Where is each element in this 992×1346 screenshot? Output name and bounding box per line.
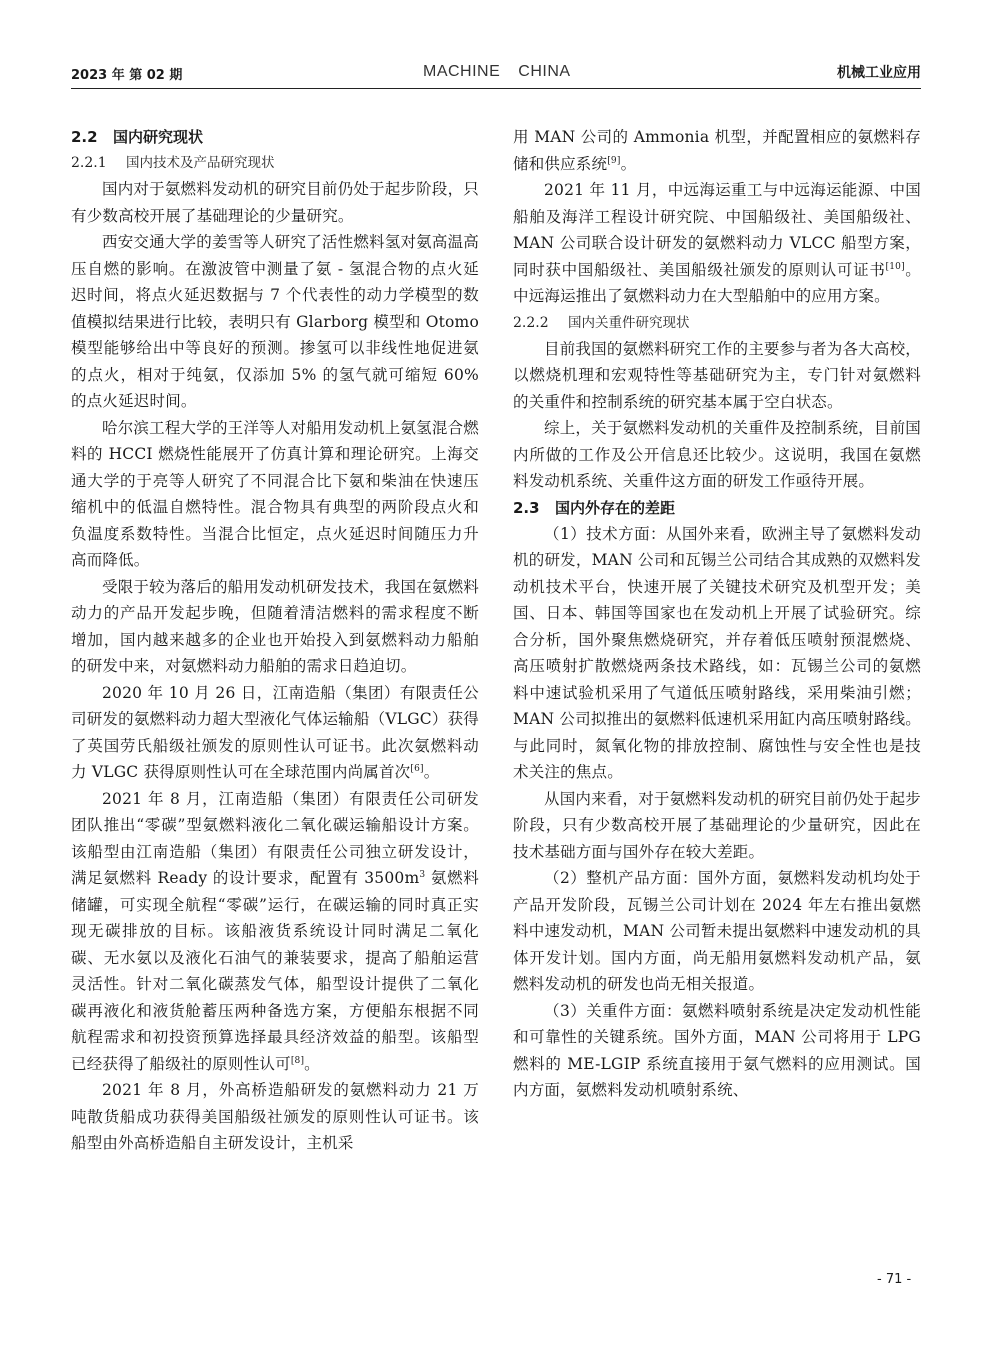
paragraph: 国内对于氨燃料发动机的研究目前仍处于起步阶段，只有少数高校开展了基础理论的少量研究。 (71, 180, 479, 225)
paragraph: 受限于较为落后的船用发动机研发技术，我国在氨燃料动力的产品开发起步晚，但随着清洁燃料的需求程度不断增加，国内越来越多的企业也开始投入到氨燃料动力船舶的研发中来，对氨燃料动力船舶的需求日趋迫切。 (71, 577, 479, 675)
section-heading-2-2 (71, 124, 479, 150)
paragraph: （2）整机产品方面：国外方面，氨燃料发动机均处于产品开发阶段，瓦锡兰公司计划在 2024 年左右推出氨燃料中速发动机，MAN 公司暂未提出氨燃料中速发动机的具体开发计划。国内方面，尚无船用氨燃料发动机产品，氨燃料发动机的研发也尚无相关报道。 (513, 869, 921, 993)
paragraph: （3）关重件方面：氨燃料喷射系统是决定发动机性能和可靠性的关键系统。国外方面，MAN 公司将用于 LPG 燃料的 ME-LGIP 系统直接用于氨气燃料的应用测试。国内方面，氨燃料发动机喷射系统、 (513, 1001, 921, 1099)
paragraph-text: 2020 年 10 月 26 日，江南造船（集团）有限责任公司研发的氨燃料动力超大型液化气体运输船（VLGC）获得了英国劳氏船级社颁发的原则性认可证书。此次氨燃料动力 VLGC 获得原则性认可在全球范围内尚属首次 (71, 683, 479, 781)
page-number: - 71 - (877, 1272, 912, 1287)
punct: 。 (304, 1054, 320, 1073)
paragraph: 2021 年 8 月，外高桥造船研发的氨燃料动力 21 万吨散货船成功获得美国船级社颁发的原则性认可证书。该船型由外高桥造船自主研发设计，主机采 (71, 1081, 479, 1152)
paragraph: 西安交通大学的姜雪等人研究了活性燃料氢对氨高温高压自燃的影响。在激波管中测量了氨 - 氢混合物的点火延迟时间，将点火延迟数据与 7 个代表性的动力学模型的数值模拟结果进行比较，表明只有 Glarborg 模型和 Otomo 模型能够给出中等良好的预测。掺氢可以非线性地促进氨的点火，相对于纯氨，仅添加 5% 的氢气就可缩短 60% 的点火延迟时间。 (71, 233, 479, 410)
superscript: 3 (419, 869, 426, 880)
paragraph (71, 680, 479, 786)
paragraph: （1）技术方面：从国外来看，欧洲主导了氨燃料发动机的研发，MAN 公司和瓦锡兰公司结合其成熟的双燃料发动机技术平台，快速开展了关键技术研究及机型开发；美国、日本、韩国等国家也在发动机上开展了试验研究。综合分析，国外聚焦燃烧研究，并存着低压喷射预混燃烧、高压喷射扩散燃烧两条技术路线，如：瓦锡兰公司的氨燃料中速试验机采用了气道低压喷射路线，采用柴油引燃；MAN 公司拟推出的氨燃料低速机采用缸内高压喷射路线。与此同时，氮氧化物的排放控制、腐蚀性与安全性也是技术关注的焦点。 (513, 524, 921, 781)
journal-title-b: CHINA (518, 63, 571, 80)
running-header (71, 60, 921, 89)
journal-section: 机械工业应用 (837, 65, 921, 81)
citation: [8] (290, 1055, 305, 1066)
right-column (513, 124, 921, 1104)
subsection-title: 国内关重件研究现状 (568, 314, 690, 331)
subsection-number: 2.2.1 (71, 155, 107, 171)
paragraph (513, 177, 921, 310)
punct: 。 (620, 154, 637, 173)
paragraph-text: 2021 年 11 月，中远海运重工与中远海运能源、中国船舶及海洋工程设计研究院、中国船级社、美国船级社、MAN 公司联合设计研发的氨燃料动力 VLCC 船型方案，同时获中国船级社、美国船级社颁发的原则认可证书 (513, 181, 921, 279)
paragraph-text: 用 MAN 公司的 Ammonia 机型，并配置相应的氨燃料存储和供应系统 (513, 128, 921, 173)
section-number: 2.2 (71, 128, 98, 146)
paragraph-text: 氨燃料储罐，可实现全航程“零碳”运行，在碳运输的同时真正实现无碳排放的目标。该船液货系统设计同时满足二氧化碳、无水氨以及液化石油气的兼装要求，提高了船舶运营灵活性。针对二氧化碳蒸发气体，船型设计提供了二氧化碳再液化和液货舱蓄压两种备选方案，方便船东根据不同航程需求和初投资预算选择最具经济效益的船型。该船型已经获得了船级社的原则性认可 (71, 869, 480, 1073)
paragraph: 从国内来看，对于氨燃料发动机的研究目前仍处于起步阶段，只有少数高校开展了基础理论的少量研究，因此在技术基础方面与国外存在较大差距。 (513, 789, 921, 861)
section-title: 国内研究现状 (113, 128, 204, 146)
paragraph-continued (513, 124, 921, 177)
paragraph: 哈尔滨工程大学的王洋等人对船用发动机上氨氢混合燃料的 HCCI 燃烧性能展开了仿真计算和理论研究。上海交通大学的于亮等人研究了不同混合比下氨和柴油在快速压缩机中的低温自燃特性。混合物具有典型的两阶段点火和负温度系数特性。当混合比恒定，点火延迟时间随压力升高而降低。 (71, 418, 479, 569)
subsection-heading-2-2-1 (71, 150, 479, 176)
citation: [10] (885, 261, 905, 272)
citation: [6] (410, 763, 424, 774)
section-number: 2.3 (513, 498, 540, 517)
paragraph (71, 786, 479, 1078)
paragraph: 目前我国的氨燃料研究工作的主要参与者为各大高校，以燃烧机理和宏观特性等基础研究为主，专门针对氨燃料的关重件和控制系统的研究基本属于空白状态。 (513, 339, 921, 411)
subsection-title: 国内技术及产品研究现状 (126, 155, 275, 171)
subsection-number: 2.2.2 (513, 314, 549, 331)
left-column (71, 124, 479, 1157)
journal-title-a: MACHINE (423, 63, 501, 80)
paragraph-text: 2021 年 8 月，江南造船（集团）有限责任公司研发团队推出“零碳”型氨燃料液化二氧化碳运输船设计方案。该船型由江南造船（集团）有限责任公司独立研发设计，满足氨燃料 Ready 的设计要求，配置有 3500m (71, 789, 479, 887)
citation: [9] (607, 155, 621, 166)
subsection-heading-2-2-2 (513, 310, 921, 336)
section-heading-2-3 (513, 495, 921, 521)
paragraph: 综上，关于氨燃料发动机的关重件及控制系统，目前国内所做的工作及公开信息还比较少。这说明，我国在氨燃料发动机系统、关重件这方面的研发工作亟待开展。 (513, 419, 921, 490)
punct: 。 (423, 763, 440, 781)
section-title: 国内外存在的差距 (555, 498, 676, 517)
issue-label: 2023 年 第 02 期 (71, 68, 183, 83)
journal-title (423, 63, 571, 81)
paragraph-text: 。中远海运推出了氨燃料动力在大型船舶中的应用方案。 (513, 260, 921, 305)
